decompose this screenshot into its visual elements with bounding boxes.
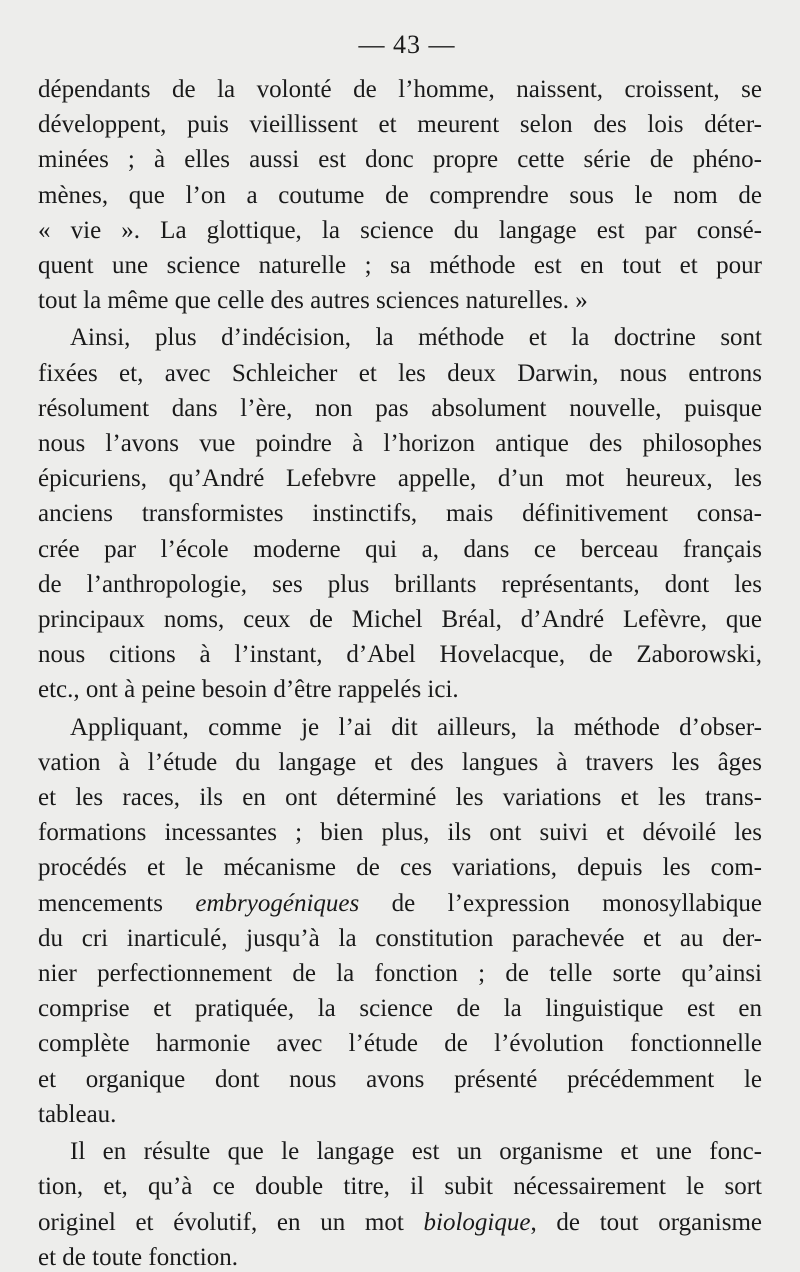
text-run: procédés et le mécanisme de ces variations, depuis les com- (38, 854, 762, 882)
text-run: de l’expression monosyllabique (359, 889, 763, 917)
text-line (38, 1169, 762, 1204)
italic-text: biologique (423, 1208, 531, 1236)
text-run: épicuriens, qu’André Lefebvre appelle, d’un mot heureux, les (38, 465, 762, 493)
text-line (38, 921, 762, 956)
text-run: tableau. (38, 1100, 117, 1128)
text-line (38, 815, 762, 850)
text-line (38, 72, 762, 107)
text-line (38, 391, 762, 426)
text-line (38, 956, 762, 991)
text-line (38, 850, 762, 885)
text-run: minées ; à elles aussi est donc propre cette série de phéno- (38, 146, 762, 174)
text-run: Il en résulte que le langage est un organisme et une fonc- (70, 1138, 762, 1166)
text-line (38, 320, 762, 355)
text-line (38, 1240, 762, 1272)
text-run: résolument dans l’ère, non pas absolument nouvelle, puisque (38, 394, 762, 422)
text-line (38, 283, 762, 318)
text-line (38, 672, 762, 707)
text-line (38, 886, 762, 921)
text-line (38, 248, 762, 283)
italic-text: embryogéniques (195, 889, 360, 917)
paragraph (38, 320, 762, 707)
text-run: de l’anthropologie, ses plus brillants représentants, dont les (38, 570, 762, 598)
text-run: dépendants de la volonté de l’homme, naissent, croissent, se (38, 76, 762, 103)
text-line (38, 745, 762, 780)
text-line (38, 107, 762, 142)
text-line (38, 461, 762, 496)
text-line (38, 1097, 762, 1132)
text-run: mencements (38, 889, 196, 917)
text-run: du cri inarticulé, jusqu’à la constitution parachevée et au der- (38, 924, 762, 952)
text-run: Appliquant, comme je l’ai dit ailleurs, la méthode d’obser- (70, 713, 762, 741)
text-run: mènes, que l’on a coutume de comprendre sous le nom de (38, 181, 762, 209)
text-line (38, 1062, 762, 1097)
text-line (38, 496, 762, 531)
text-line (38, 213, 762, 248)
text-run: et organique dont nous avons présenté précédemment le (38, 1065, 762, 1093)
text-run: nous l’avons vue poindre à l’horizon antique des philosophes (38, 430, 762, 458)
text-line (38, 567, 762, 602)
text-run: nous citions à l’instant, d’Abel Hovelacque, de Zaborowski, (38, 641, 762, 669)
text-line (38, 532, 762, 567)
paragraph (38, 710, 762, 1132)
text-line (38, 780, 762, 815)
text-run: Ainsi, plus d’indécision, la méthode et la doctrine sont (70, 324, 762, 352)
text-line (38, 1134, 762, 1169)
text-run: « vie ». La glottique, la science du langage est par consé- (38, 216, 762, 244)
text-line (38, 178, 762, 213)
text-run: vation à l’étude du langage et des langues à travers les âges (38, 748, 762, 776)
text-run: crée par l’école moderne qui a, dans ce berceau français (38, 535, 762, 563)
text-run: tion, et, qu’à ce double titre, il subit nécessairement le sort (38, 1173, 762, 1201)
text-run: et de toute fonction. (38, 1243, 238, 1271)
text-line (38, 1205, 762, 1240)
text-run: formations incessantes ; bien plus, ils ont suivi et dévoilé les (38, 819, 762, 847)
text-line (38, 142, 762, 177)
text-line (38, 637, 762, 672)
text-run: et les races, ils en ont déterminé les variations et les trans- (38, 784, 762, 812)
text-run: tout la même que celle des autres sciences naturelles. » (38, 287, 588, 315)
text-run: anciens transformistes instinctifs, mais définitivement consa- (38, 500, 762, 528)
text-line (38, 356, 762, 391)
text-line (38, 602, 762, 637)
text-run: fixées et, avec Schleicher et les deux Darwin, nous entrons (38, 359, 762, 387)
page-number: — 43 — (358, 30, 456, 59)
text-line (38, 426, 762, 461)
text-run: etc., ont à peine besoin d’être rappelés ici. (38, 676, 459, 704)
text-run: , de tout organisme (530, 1208, 762, 1236)
paragraph (38, 1134, 762, 1272)
text-run: principaux noms, ceux de Michel Bréal, d’André Lefèvre, que (38, 606, 762, 634)
body-text (38, 72, 762, 1272)
paragraph (38, 72, 762, 318)
text-run: comprise et pratiquée, la science de la linguistique est en (38, 995, 762, 1023)
text-run: développent, puis vieillissent et meurent selon des lois déter- (38, 111, 762, 139)
text-line (38, 710, 762, 745)
text-run: nier perfectionnement de la fonction ; de telle sorte qu’ainsi (38, 960, 762, 988)
text-line (38, 1026, 762, 1061)
text-run: quent une science naturelle ; sa méthode est en tout et pour (38, 252, 762, 280)
text-line (38, 991, 762, 1026)
text-run: originel et évolutif, en un mot (38, 1208, 424, 1236)
text-run: complète harmonie avec l’étude de l’évolution fonctionnelle (38, 1030, 762, 1058)
